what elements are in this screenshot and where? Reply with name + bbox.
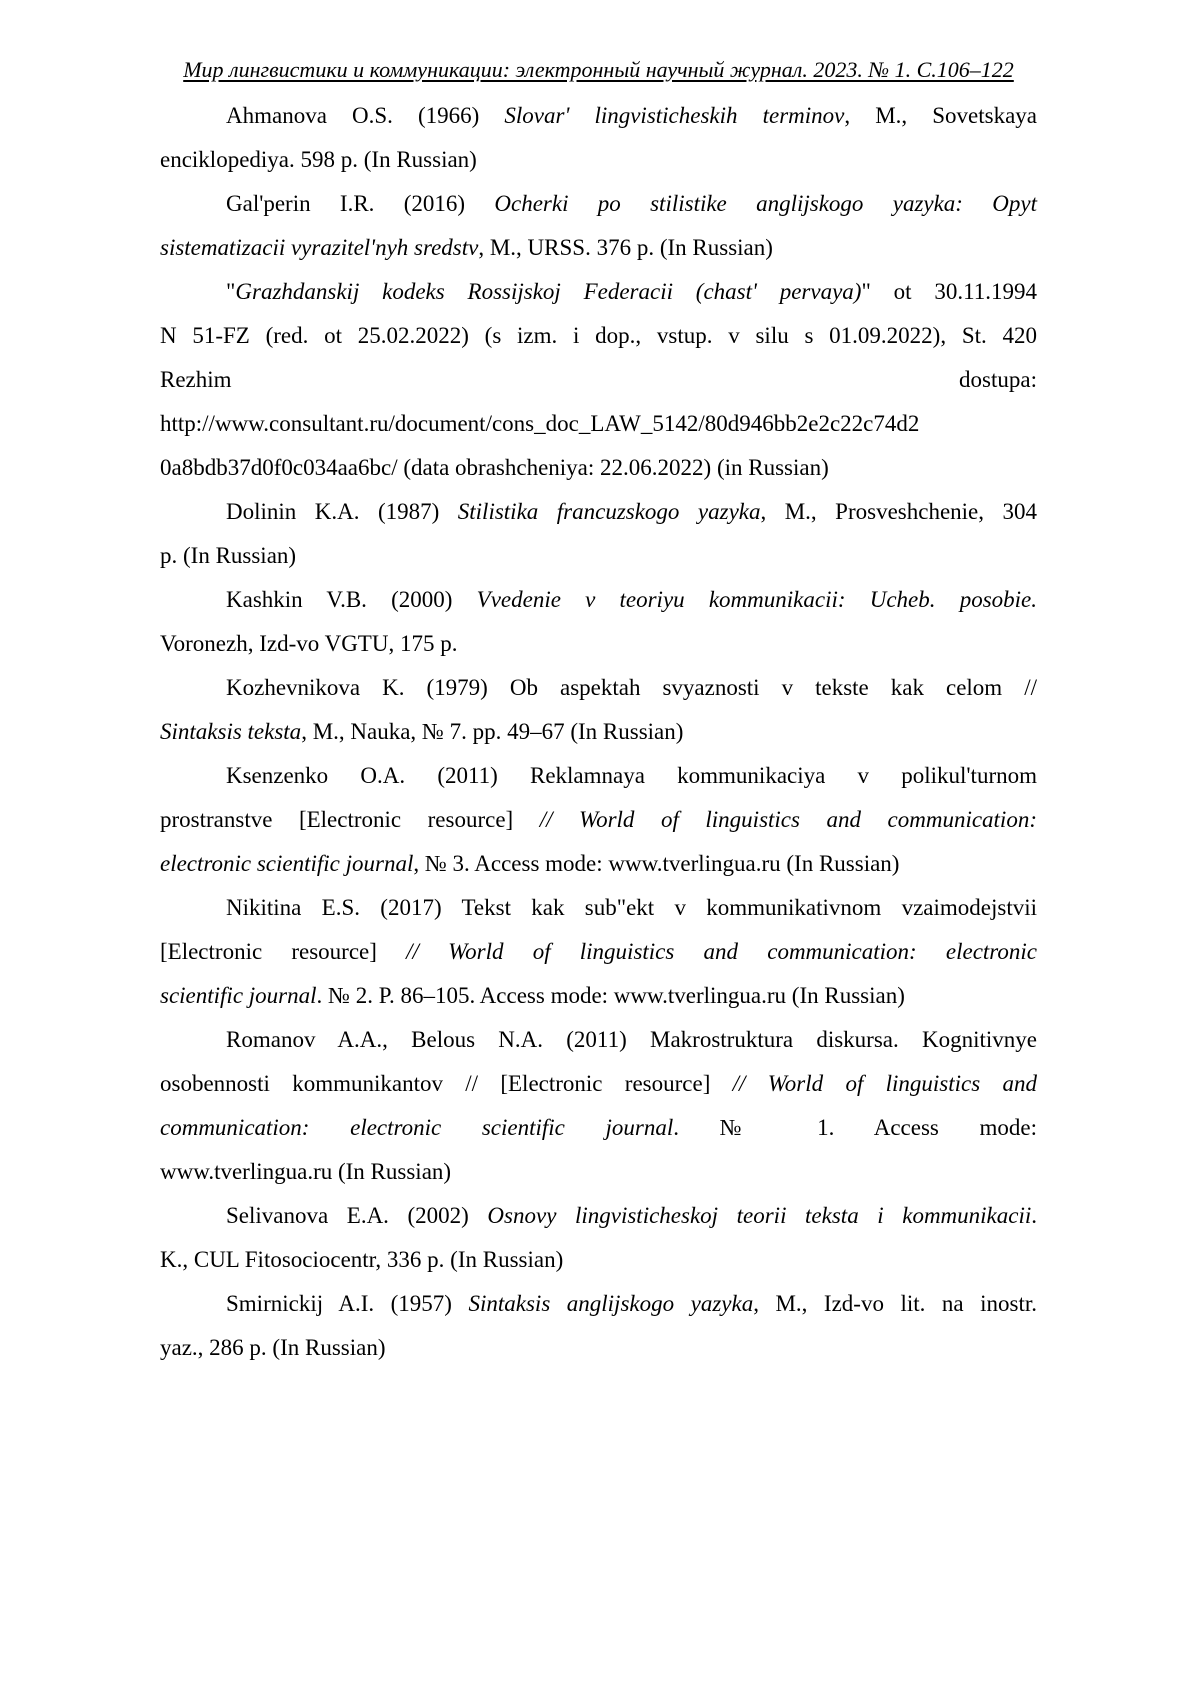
reference-line — [160, 1018, 1037, 1062]
reference-title-italic: scientific journal — [160, 983, 317, 1008]
reference-line — [160, 886, 1037, 930]
reference-line — [160, 226, 1037, 270]
reference-text: " — [226, 279, 236, 304]
reference-text: Smirnickij A.I. (1957) — [226, 1291, 469, 1316]
reference-entry — [160, 578, 1037, 666]
reference-text: , M., Sovetskaya — [844, 103, 1037, 128]
reference-line — [160, 1238, 1037, 1282]
reference-line — [160, 1282, 1037, 1326]
reference-text: prostranstve [Electronic resource] — [160, 807, 540, 832]
reference-text: Dolinin K.A. (1987) — [226, 499, 458, 524]
reference-title-italic: Ocherki po stilistike anglijskogo yazyka: Opyt — [494, 191, 1037, 216]
reference-text: Selivanova E.A. (2002) — [226, 1203, 488, 1228]
reference-title-italic: Vvedenie v teoriyu kommunikacii: Ucheb. posobie. — [476, 587, 1037, 612]
reference-entry — [160, 270, 1037, 490]
reference-text: osobennosti kommunikantov // [Electronic resource] — [160, 1071, 733, 1096]
reference-text: Nikitina E.S. (2017) Tekst kak sub"ekt v kommunikativnom vzaimodejstvii — [226, 895, 1037, 920]
references-list — [160, 94, 1037, 1370]
reference-text: " ot 30.11.1994 — [861, 279, 1037, 304]
reference-entry — [160, 94, 1037, 182]
reference-line — [160, 930, 1037, 974]
reference-entry — [160, 666, 1037, 754]
reference-text: yaz., 286 p. (In Russian) — [160, 1335, 386, 1360]
reference-text: . № 1. Access mode: — [673, 1115, 1037, 1140]
reference-text: p. (In Russian) — [160, 543, 297, 568]
reference-line — [160, 94, 1037, 138]
reference-title-italic: // World of linguistics and — [732, 1071, 1037, 1096]
reference-title-italic: Osnovy lingvisticheskoj teorii teksta i kommunikacii — [487, 1203, 1032, 1228]
reference-text: Romanov A.A., Belous N.A. (2011) Makrostruktura diskursa. Kognitivnye — [226, 1027, 1037, 1052]
reference-text: N 51-FZ (red. ot 25.02.2022) (s izm. i dop., vstup. v silu s 01.09.2022), St. 420 — [160, 323, 1037, 348]
reference-text: . — [1031, 1203, 1037, 1228]
reference-line — [160, 182, 1037, 226]
reference-entry — [160, 1018, 1037, 1194]
reference-title-italic: Grazhdanskij kodeks Rossijskoj Federacii (chast' pervaya) — [235, 279, 862, 304]
reference-text: Kashkin V.B. (2000) — [226, 587, 477, 612]
reference-line — [160, 138, 1037, 182]
reference-entry — [160, 754, 1037, 886]
reference-text: , M., Izd-vo lit. na inostr. — [753, 1291, 1038, 1316]
reference-line — [160, 358, 1037, 402]
reference-entry — [160, 490, 1037, 578]
reference-title-italic: sistematizacii vyrazitel'nyh sredstv — [160, 235, 479, 260]
reference-entry — [160, 1194, 1037, 1282]
reference-line — [160, 270, 1037, 314]
reference-text: [Electronic resource] — [160, 939, 407, 964]
reference-line — [160, 798, 1037, 842]
reference-text: 0a8bdb37d0f0c034aa6bc/ (data obrashcheniya: 22.06.2022) (in Russian) — [160, 455, 829, 480]
reference-title-italic: Slovar' lingvisticheskih terminov — [504, 103, 845, 128]
reference-text: Rezhim dostupa: — [160, 367, 1037, 392]
reference-text: enciklopediya. 598 p. (In Russian) — [160, 147, 477, 172]
reference-title-italic: Stilistika francuzskogo yazyka — [457, 499, 761, 524]
reference-text: , M., URSS. 376 p. (In Russian) — [478, 235, 773, 260]
reference-line — [160, 1326, 1037, 1370]
reference-text: , M., Nauka, № 7. pp. 49–67 (In Russian) — [301, 719, 684, 744]
reference-line — [160, 1150, 1037, 1194]
journal-header: Мир лингвистики и коммуникации: электронный научный журнал. 2023. № 1. С.106–122 — [183, 57, 1014, 82]
reference-text: , № 3. Access mode: www.tverlingua.ru (In Russian) — [413, 851, 900, 876]
reference-text: K., CUL Fitosociocentr, 336 p. (In Russian) — [160, 1247, 564, 1272]
reference-line — [160, 666, 1037, 710]
reference-title-italic: // World of linguistics and communication: — [539, 807, 1037, 832]
reference-title-italic: Sintaksis anglijskogo yazyka — [468, 1291, 754, 1316]
page-content — [160, 54, 1037, 1370]
reference-line — [160, 974, 1037, 1018]
reference-text: Voronezh, Izd-vo VGTU, 175 p. — [160, 631, 458, 656]
reference-text: Kozhevnikova K. (1979) Ob aspektah svyaznosti v tekste kak celom // — [226, 675, 1037, 700]
reference-text: www.tverlingua.ru (In Russian) — [160, 1159, 452, 1184]
reference-text: . № 2. P. 86–105. Access mode: www.tverlingua.ru (In Russian) — [316, 983, 905, 1008]
reference-entry — [160, 182, 1037, 270]
reference-line — [160, 446, 1037, 490]
reference-line — [160, 842, 1037, 886]
reference-title-italic: electronic scientific journal — [160, 851, 414, 876]
reference-line — [160, 534, 1037, 578]
reference-entry — [160, 1282, 1037, 1370]
reference-line — [160, 490, 1037, 534]
reference-title-italic: communication: electronic scientific journal — [160, 1115, 674, 1140]
reference-line — [160, 1106, 1037, 1150]
reference-line — [160, 1062, 1037, 1106]
reference-line — [160, 314, 1037, 358]
reference-entry — [160, 886, 1037, 1018]
reference-line — [160, 622, 1037, 666]
reference-title-italic: // World of linguistics and communication: electronic — [406, 939, 1038, 964]
reference-line — [160, 578, 1037, 622]
reference-text: Gal'perin I.R. (2016) — [226, 191, 495, 216]
reference-line — [160, 1194, 1037, 1238]
reference-text: Ksenzenko O.A. (2011) Reklamnaya kommunikaciya v polikul'turnom — [226, 763, 1037, 788]
reference-title-italic: Sintaksis teksta — [160, 719, 302, 744]
reference-text: , M., Prosveshchenie, 304 — [760, 499, 1037, 524]
reference-text: Ahmanova O.S. (1966) — [226, 103, 505, 128]
reference-line — [160, 402, 1037, 446]
reference-line — [160, 754, 1037, 798]
reference-line — [160, 710, 1037, 754]
reference-text: http://www.consultant.ru/document/cons_doc_LAW_5142/80d946bb2e2c22c74d2 — [160, 411, 920, 436]
